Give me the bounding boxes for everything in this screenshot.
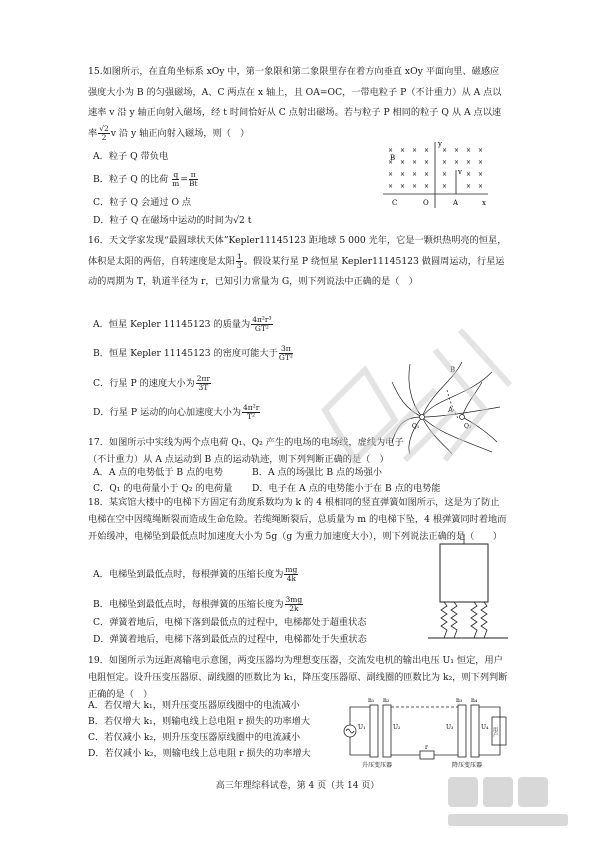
q16-option-a bbox=[93, 316, 274, 333]
wire-gen-top bbox=[350, 707, 370, 725]
q15-frac-pi-bt: $\frac{\pi}{Bt}$ bbox=[189, 170, 198, 188]
q19-transmission-figure bbox=[340, 697, 510, 769]
q15-option-b-label: B．粒子 Q 的比荷 bbox=[93, 174, 169, 185]
q18-elevator-figure bbox=[428, 534, 513, 642]
springs bbox=[441, 602, 487, 638]
q16-frac-speed: $\frac{2\pi r}{3T}$ bbox=[196, 374, 211, 392]
q15-option-a: A．粒子 Q 带负电 bbox=[93, 151, 169, 162]
page-footer: 高三年理综科试卷，第 4 页（共 14 页） bbox=[215, 781, 380, 791]
field-cross: × bbox=[466, 171, 472, 178]
field-cross: × bbox=[442, 159, 448, 166]
q16-frac-mass: $\frac{\text{4π²r³}}{\text{GT²}}$ bbox=[252, 315, 272, 333]
field-cross: × bbox=[442, 183, 448, 190]
spring bbox=[451, 602, 457, 638]
fig-label-step-down: 降压变压器 bbox=[452, 762, 483, 769]
field-cross: × bbox=[478, 159, 484, 166]
fig-label-n1: n₁ bbox=[368, 697, 375, 704]
step-up-primary bbox=[370, 705, 378, 757]
q17-stem: 17．如图所示中实线为两个点电荷 Q₁、Q₂ 产生的电场的电场线，虚线为电子（不计重力）从 A 点运动到 B 点的运动轨迹，则下列判断正确的是（ ） bbox=[88, 437, 404, 465]
q18-stem: 18．某宾馆大楼中的电梯下方固定有劲度系数均为 k 的 4 根相同的竖直弹簧如图所示，这是为了防止电梯在空中因缆绳断裂而造成生命危险。若缆绳断裂后，总质量为 m 的电梯下坠，4 根弹簧同时着地而开始缓冲，电梯坠到最低点时加速度大小为 5g（g 为重力加速度大小），则下列说法正确的是（ ） bbox=[88, 497, 507, 542]
spring bbox=[481, 602, 487, 638]
step-down-secondary bbox=[471, 705, 479, 757]
q15-option-d: D．粒子 Q 在磁场中运动的时间为√2 t bbox=[93, 215, 252, 226]
step-down-primary bbox=[458, 705, 466, 757]
q19-option-c: C．若仅减小 k₂，则升压变压器原线圈中的电流减小 bbox=[88, 732, 301, 743]
field-cross: × bbox=[412, 183, 418, 190]
fig-label-n4: n₄ bbox=[471, 697, 478, 704]
fig-label-u1: U₁ bbox=[358, 724, 366, 731]
q18-frac-a: $\frac{mg}{4k}$ bbox=[285, 565, 298, 583]
q16-frac-accel: $\frac{\text{4π²r}}{\text{T²}}$ bbox=[243, 403, 260, 421]
spring bbox=[441, 602, 447, 638]
q15-option-b: B．粒子 Q 的比荷 $\frac{q}{m}$ = $\frac{\pi}{Bt}$ bbox=[93, 170, 198, 188]
fig-label-r: r bbox=[425, 744, 428, 751]
q19-option-a: A．若仅增大 k₁，则升压变压器原线圈中的电流减小 bbox=[88, 700, 300, 711]
q18-option-d: D．弹簧着地后，电梯下落到最低点的过程中，电梯都处于失重状态 bbox=[93, 634, 367, 645]
q16-option-a-label: A．恒星 Kepler 11145123 的质量为 bbox=[93, 319, 251, 330]
field-crosses bbox=[388, 147, 483, 190]
fig-label-c: C bbox=[392, 199, 398, 207]
q16-frac-1-3: $\frac{1}{3}$ bbox=[237, 251, 242, 270]
fig-label-a: A bbox=[453, 199, 459, 207]
q16-option-b-label: B．恒星 Kepler 11145123 的密度可能大于 bbox=[93, 348, 278, 359]
fig-label-a: A bbox=[448, 406, 454, 414]
ac-symbol bbox=[346, 729, 354, 733]
field-cross: × bbox=[442, 147, 448, 154]
question-16 bbox=[88, 231, 508, 293]
fig-label-q1: Q₁ bbox=[412, 423, 420, 430]
q17-option-b: B．A 点的场强比 B 点的场强小 bbox=[252, 467, 382, 478]
field-cross: × bbox=[388, 183, 394, 190]
field-cross: × bbox=[400, 159, 406, 166]
elevator-car bbox=[440, 544, 488, 602]
fig-label-step-up: 升压变压器 bbox=[362, 762, 393, 769]
field-cross: × bbox=[400, 171, 406, 178]
field-cross: × bbox=[466, 147, 472, 154]
q16-frac-density: $\frac{3\pi}{\text{GT²}}$ bbox=[278, 344, 293, 362]
charge-q1 bbox=[420, 415, 425, 420]
q15-option-c: C．粒子 Q 会通过 O 点 bbox=[93, 197, 192, 208]
spring bbox=[471, 602, 477, 638]
field-cross: × bbox=[388, 171, 394, 178]
fig-label-x: x bbox=[482, 199, 486, 207]
q19-option-b: B．若仅增大 k₁，则输电线上总电阻 r 损失的功率增大 bbox=[88, 716, 311, 727]
fig-label-user: 用户 bbox=[492, 727, 498, 737]
q16-option-b bbox=[93, 345, 294, 362]
field-cross: × bbox=[388, 159, 394, 166]
q17-electric-field-figure bbox=[392, 362, 502, 454]
field-cross: × bbox=[412, 159, 418, 166]
q16-option-c-label: C．行星 P 的速度大小为 bbox=[93, 378, 195, 389]
fig-label-b: B bbox=[390, 154, 396, 162]
q15-frac-sqrt2-over-2: $\frac{√2}{2}$ bbox=[99, 123, 109, 142]
field-cross: × bbox=[412, 171, 418, 178]
q18-option-b bbox=[93, 596, 304, 613]
fig-label-n3: n₃ bbox=[456, 697, 463, 704]
q15-stem: 15.如图所示，在直角坐标系 xOy 中，第一象限和第二象限里存在着方向垂直 xOy 平面向里、磁感应强度大小为 B 的匀强磁场，A、C 两点在 x 轴上，且 OA=OC，一带电粒子 P（不计重力）从 A 点以速率 v 沿 y 轴正向射入磁场，经 t 时间恰好从 C 点射出磁场。若与粒子 P 相同的粒子 Q 从 A 点以速率 bbox=[88, 66, 502, 139]
q16-option-d bbox=[93, 404, 261, 421]
q16-stem-2: 。假设某行星 P 绕恒星 Kepler11145123 做圆周运动，行星运动的周期为 T，轨道半径为 r，已知引力常量为 G，则下列说法中正确的是（ ） bbox=[88, 255, 505, 287]
field-cross: × bbox=[424, 147, 430, 154]
field-cross: × bbox=[454, 159, 460, 166]
wire-gen-bottom bbox=[350, 737, 370, 755]
q16-stem-1: 16．天文学家发现“最圆球状天体”Kepler11145123 距地球 5 000 光年，它是一颗炽热明亮的恒星，体积是太阳的两倍，自转速度是太阳 bbox=[88, 235, 507, 267]
q17-option-c: C．Q₁ 的电荷量小于 Q₂ 的电荷量 bbox=[93, 483, 233, 494]
field-cross: × bbox=[478, 183, 484, 190]
step-up-secondary bbox=[383, 705, 391, 757]
fig-label-u3: U₃ bbox=[446, 724, 454, 731]
q17-option-a: A．A 点的电势低于 B 点的电势 bbox=[93, 467, 223, 478]
q18-option-a-label: A．电梯坠到最低点时，每根弹簧的压缩长度为 bbox=[93, 569, 284, 580]
fig-label-b: B bbox=[450, 366, 456, 374]
question-15 bbox=[88, 62, 508, 144]
q18-option-a bbox=[93, 566, 299, 583]
field-lines bbox=[392, 362, 500, 454]
q15-stem-tail: v 沿 y 轴正向射入磁场，则（ ） bbox=[110, 127, 250, 139]
q17-option-d: D．电子在 A 点的电势能小于在 B 点的电势能 bbox=[252, 483, 441, 494]
q19-option-d: D．若仅减小 k₂，则输电线上总电阻 r 损失的功率增大 bbox=[88, 748, 311, 759]
fig-label-u2: U₂ bbox=[393, 724, 401, 731]
q18-frac-b: $\frac{3mg}{2k}$ bbox=[285, 595, 303, 613]
q16-option-c bbox=[93, 375, 212, 392]
fig-label-y: y bbox=[438, 140, 442, 148]
field-cross: × bbox=[478, 171, 484, 178]
field-cross: × bbox=[400, 183, 406, 190]
field-cross: × bbox=[466, 159, 472, 166]
field-cross: × bbox=[466, 183, 472, 190]
field-cross: × bbox=[412, 147, 418, 154]
question-19 bbox=[88, 652, 508, 703]
field-cross: × bbox=[424, 183, 430, 190]
fig-label-q2: Q₂ bbox=[464, 423, 472, 430]
fig-label-v: v bbox=[458, 168, 462, 176]
resistor-r bbox=[420, 751, 434, 759]
q15-magnetic-field-figure bbox=[378, 140, 493, 210]
q15-frac-q-m: $\frac{q}{m}$ bbox=[172, 170, 180, 188]
field-cross: × bbox=[442, 171, 448, 178]
q19-stem: 19．如图所示为远距离输电示意图，两变压器均为理想变压器，交流发电机的输出电压 U₁ 恒定，用户电阻恒定。设升压变压器原、副线圈的匝数比为 k₁，降压变压器原、副线圈的匝数比为 k₂，则下列判断正确的是（ ） bbox=[88, 655, 508, 700]
field-cross: × bbox=[478, 147, 484, 154]
field-cross: × bbox=[388, 147, 394, 154]
field-cross: × bbox=[424, 159, 430, 166]
question-17 bbox=[88, 434, 408, 468]
field-cross: × bbox=[424, 171, 430, 178]
fig-label-o: O bbox=[423, 199, 429, 207]
field-cross: × bbox=[400, 147, 406, 154]
field-cross: × bbox=[454, 147, 460, 154]
fig-label-n2: n₂ bbox=[383, 697, 390, 704]
charge-q2 bbox=[460, 415, 465, 420]
q16-option-d-label: D．行星 P 运动的向心加速度大小为 bbox=[93, 407, 242, 418]
fig-label-u4: U₄ bbox=[481, 724, 489, 731]
q18-option-c: C．弹簧着地后，电梯下落到最低点的过程中，电梯都处于超重状态 bbox=[93, 617, 367, 628]
q18-option-b-label: B．电梯坠到最低点时，每根弹簧的压缩长度为 bbox=[93, 599, 284, 610]
